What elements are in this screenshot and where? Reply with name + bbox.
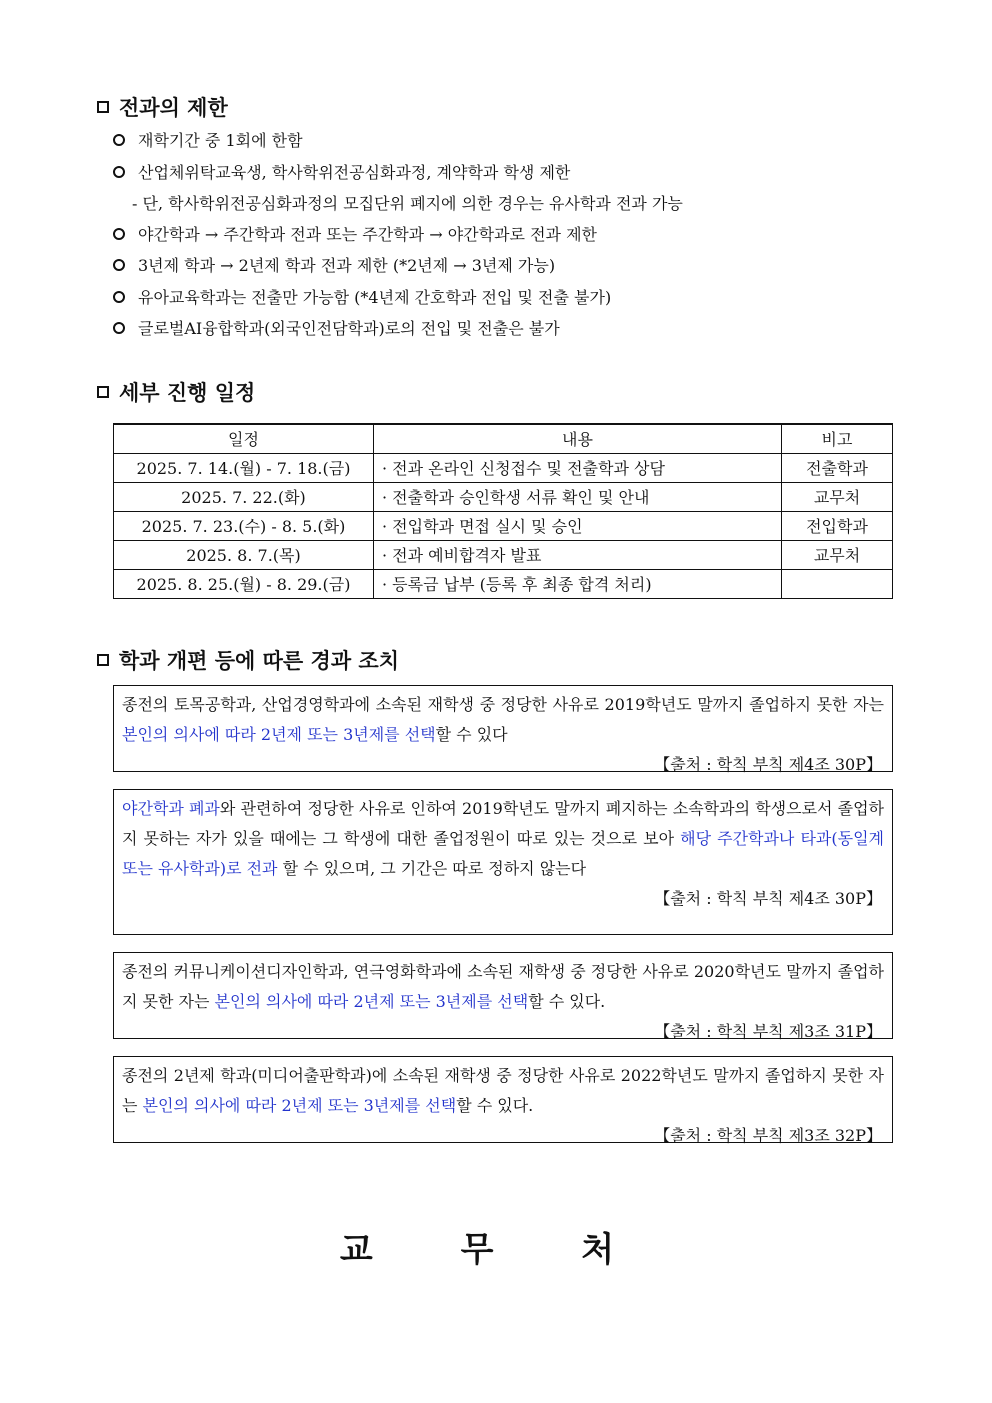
table-row — [114, 482, 893, 511]
header-note: 비고 — [782, 424, 893, 453]
table-row — [114, 511, 893, 540]
list-item: 유아교육학과는 전출만 가능함 (*4년제 간호학과 전입 및 전출 불가) — [113, 285, 611, 308]
cell-date: 2025. 8. 7.(목) — [114, 540, 374, 569]
square-bullet-icon — [97, 386, 109, 398]
cell-date: 2025. 7. 14.(월) - 7. 18.(금) — [114, 453, 374, 482]
cell-date: 2025. 7. 23.(수) - 8. 5.(화) — [114, 511, 374, 540]
cell-content: · 전입학과 면접 실시 및 승인 — [374, 511, 782, 540]
list-item: 3년제 학과 → 2년제 학과 전과 제한 (*2년제 → 3년제 가능) — [113, 253, 555, 276]
table-row — [114, 569, 893, 598]
cell-note: 전출학과 — [782, 453, 893, 482]
source-citation: 【출처 : 학칙 부칙 제4조 30P】 — [654, 755, 882, 774]
circle-bullet-icon — [113, 291, 125, 303]
highlight-text: 야간학과 폐과 — [122, 799, 220, 818]
notice-box-3: 종전의 커뮤니케이션디자인학과, 연극영화학과에 소속된 재학생 중 정당한 사유로 2020학년도 말까지 졸업하지 못한 자는 본인의 의사에 따라 2년제 또는 3년제를 선택할 수 있다. 【출처 : 학칙 부칙 제3조 31P】 — [113, 952, 893, 1039]
cell-content: · 전과 온라인 신청접수 및 전출학과 상담 — [374, 453, 782, 482]
table-row — [114, 453, 893, 482]
notice-box-1: 종전의 토목공학과, 산업경영학과에 소속된 재학생 중 정당한 사유로 2019학년도 말까지 졸업하지 못한 자는 본인의 의사에 따라 2년제 또는 3년제를 선택할 수 있다 【출처 : 학칙 부칙 제4조 30P】 — [113, 685, 893, 772]
section-title-transitional-measures: 학과 개편 등에 따른 경과 조치 — [97, 645, 399, 675]
cell-note: 교무처 — [782, 482, 893, 511]
header-date: 일정 — [114, 424, 374, 453]
footer-department: 교 무 처 — [339, 1230, 653, 1270]
circle-bullet-icon — [113, 322, 125, 334]
cell-date: 2025. 8. 25.(월) - 8. 29.(금) — [114, 569, 374, 598]
notice-box-4: 종전의 2년제 학과(미디어출판학과)에 소속된 재학생 중 정당한 사유로 2022학년도 말까지 졸업하지 못한 자는 본인의 의사에 따라 2년제 또는 3년제를 선택할 수 있다. 【출처 : 학칙 부칙 제3조 32P】 — [113, 1056, 893, 1143]
section-title-schedule: 세부 진행 일정 — [97, 377, 255, 407]
source-citation: 【출처 : 학칙 부칙 제3조 32P】 — [654, 1126, 882, 1145]
section-title-transfer-limits: 전과의 제한 — [97, 92, 228, 122]
highlight-text: 본인의 의사에 따라 2년제 또는 3년제를 선택 — [122, 725, 436, 744]
cell-content: · 전과 예비합격자 발표 — [374, 540, 782, 569]
table-row — [114, 540, 893, 569]
source-citation: 【출처 : 학칙 부칙 제3조 31P】 — [654, 1022, 882, 1041]
circle-bullet-icon — [113, 166, 125, 178]
cell-content: · 전출학과 승인학생 서류 확인 및 안내 — [374, 482, 782, 511]
list-item: 재학기간 중 1회에 한함 — [113, 128, 303, 151]
cell-note — [782, 569, 893, 598]
circle-bullet-icon — [113, 134, 125, 146]
circle-bullet-icon — [113, 259, 125, 271]
schedule-table — [113, 423, 893, 599]
cell-content: · 등록금 납부 (등록 후 최종 합격 처리) — [374, 569, 782, 598]
list-item: 산업체위탁교육생, 학사학위전공심화과정, 계약학과 학생 제한 — [113, 160, 570, 183]
highlight-text: 해당 주간학과나 타과(동일계 또는 유사학과)로 전과 — [122, 829, 884, 878]
circle-bullet-icon — [113, 228, 125, 240]
square-bullet-icon — [97, 101, 109, 113]
square-bullet-icon — [97, 654, 109, 666]
sub-note: - 단, 학사학위전공심화과정의 모집단위 폐지에 의한 경우는 유사학과 전과 가능 — [132, 194, 683, 213]
header-content: 내용 — [374, 424, 782, 453]
cell-date: 2025. 7. 22.(화) — [114, 482, 374, 511]
highlight-text: 본인의 의사에 따라 2년제 또는 3년제를 선택 — [214, 992, 529, 1011]
notice-box-2: 야간학과 폐과와 관련하여 정당한 사유로 인하여 2019학년도 말까지 폐지하는 소속학과의 학생으로서 졸업하지 못하는 자가 있을 때에는 그 학생에 대한 졸업정원이 따로 있는 것으로 보아 해당 주간학과나 타과(동일계 또는 유사학과)로 전과 할 수 있으며, 그 기간은 따로 정하지 않는다 【출처 : 학칙 부칙 제4조 30P】 — [113, 789, 893, 935]
cell-note: 교무처 — [782, 540, 893, 569]
source-citation: 【출처 : 학칙 부칙 제4조 30P】 — [654, 889, 882, 908]
table-header-row — [114, 424, 893, 453]
list-item: 글로벌AI융합학과(외국인전담학과)로의 전입 및 전출은 불가 — [113, 316, 560, 339]
highlight-text: 본인의 의사에 따라 2년제 또는 3년제를 선택 — [142, 1096, 457, 1115]
cell-note: 전입학과 — [782, 511, 893, 540]
list-item: 야간학과 → 주간학과 전과 또는 주간학과 → 야간학과로 전과 제한 — [113, 222, 597, 245]
